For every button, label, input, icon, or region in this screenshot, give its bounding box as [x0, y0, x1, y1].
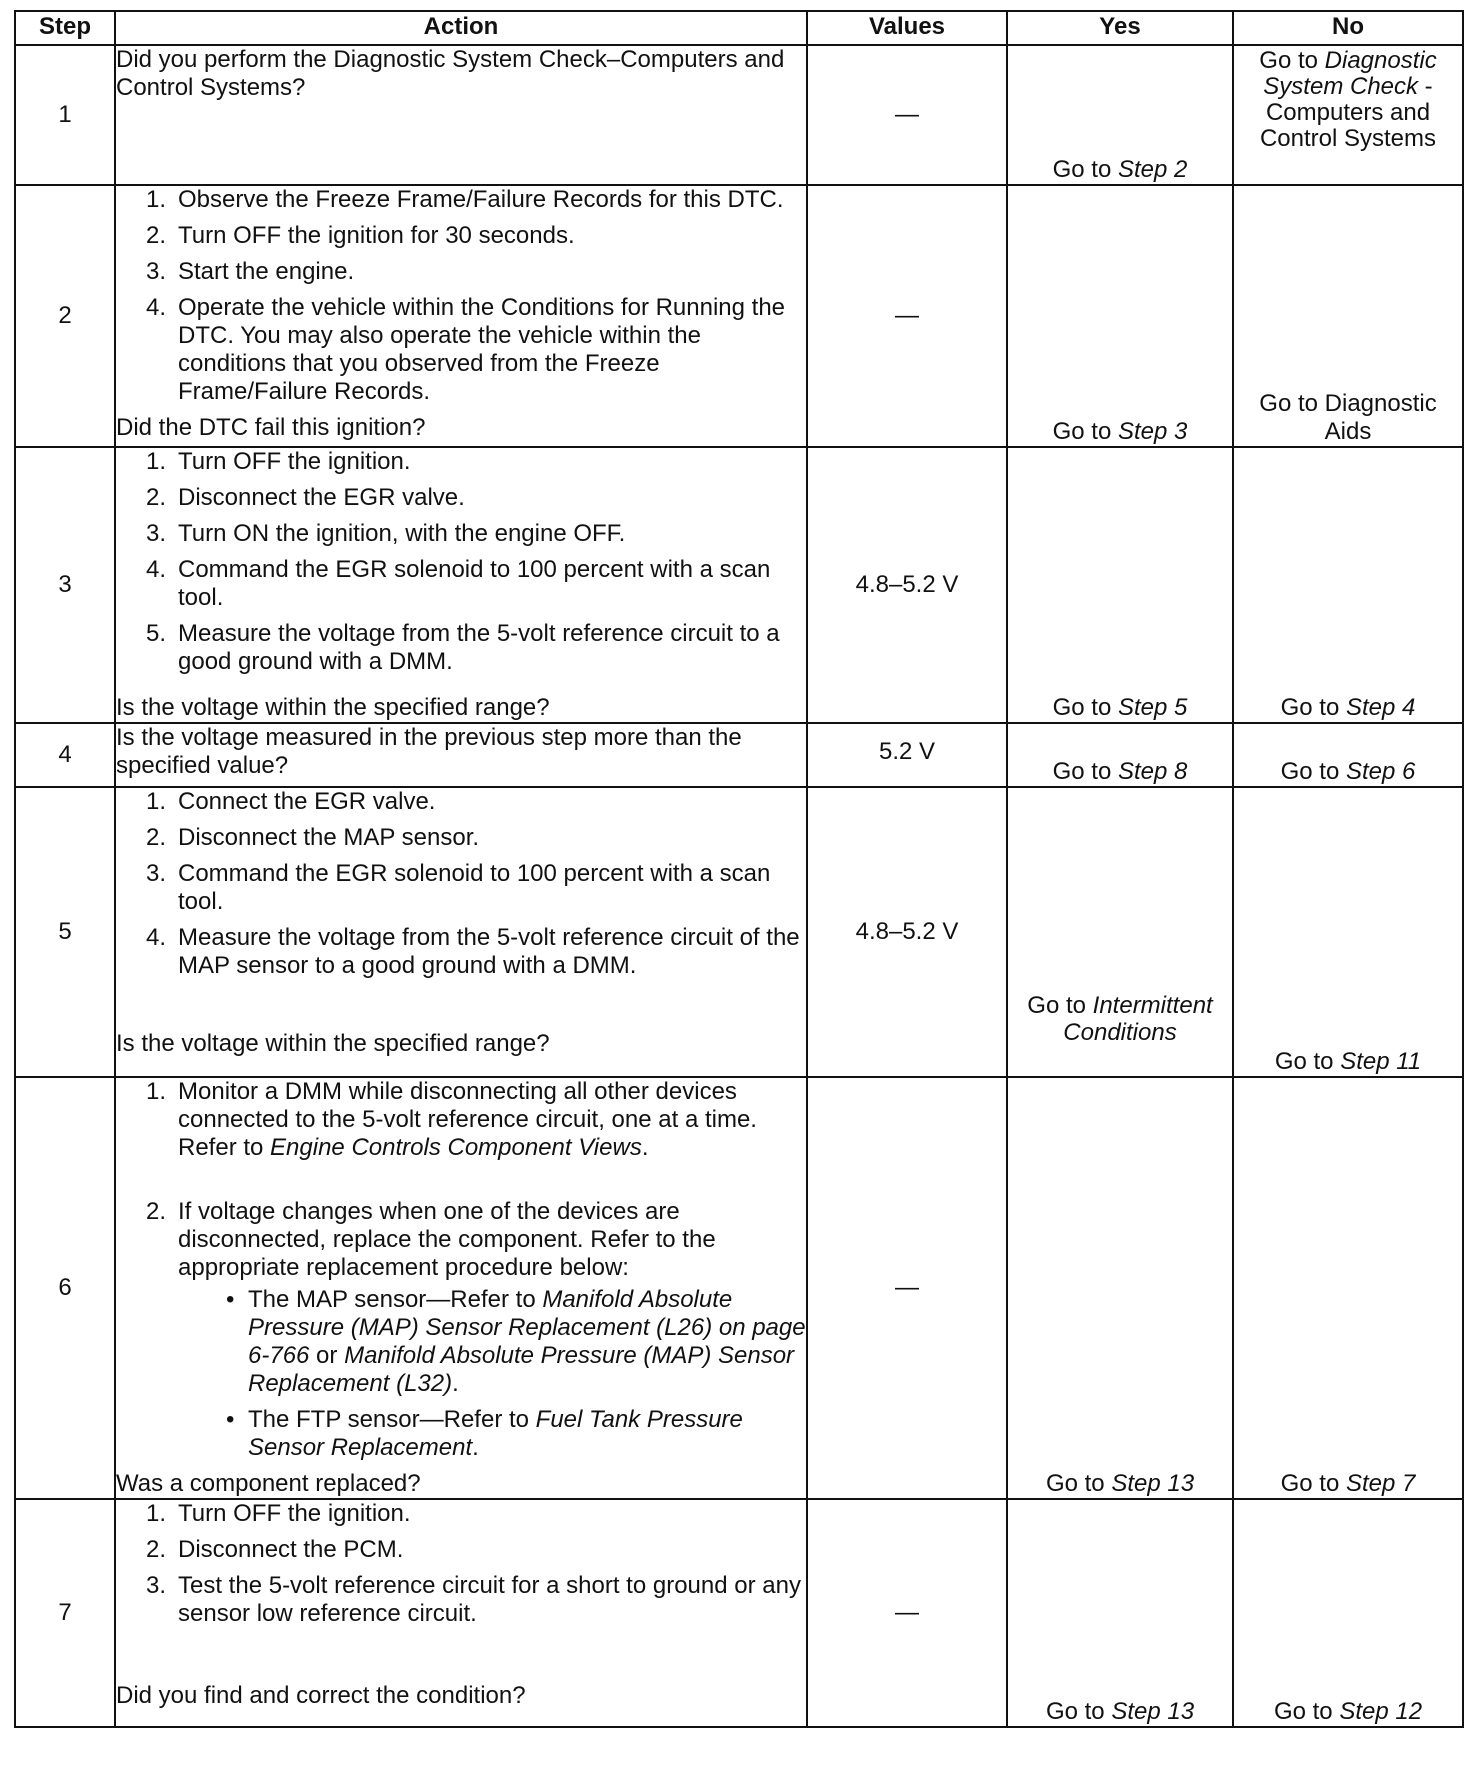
action-cell — [115, 447, 807, 723]
no-link[interactable]: Step 4 — [1345, 694, 1416, 721]
step-number: 4 — [15, 723, 115, 787]
action-step: 2. If voltage changes when one of the devices are disconnected, replace the component. Refer to the appropriate replacement procedure below: • The MAP sensor—Refer to Manifold Absolute Pressure (MAP) Sensor Replacement (L26) on page 6-766 or Manifold Absolute Pressure (MAP) Sensor Replacement (L32). • The FTP sensor—Refer to Fuel Tank Pressure Sensor Replacement. — [146, 1198, 806, 1462]
action-step: 2. Disconnect the PCM. — [146, 1536, 404, 1563]
action-step: 1. Connect the EGR valve. — [146, 788, 436, 815]
yes-cell: Go to Intermittent Conditions — [1007, 787, 1233, 1077]
table-row — [15, 185, 1463, 447]
map-l26-link[interactable]: Manifold Absolute Pressure (MAP) Sensor Replacement (L26) on page 6-766 — [248, 1286, 806, 1369]
component-views-link[interactable]: Engine Controls Component Views — [270, 1134, 642, 1161]
no-cell: Go to Step 4 — [1233, 447, 1463, 723]
values-cell: — — [807, 45, 1007, 185]
no-suffix: - Computers and Control Systems — [1259, 73, 1437, 152]
action-steps — [116, 186, 806, 406]
action-step: 1. Turn OFF the ignition. — [146, 1500, 411, 1527]
yes-cell: Go to Step 13 — [1007, 1499, 1233, 1727]
no-cell: Go to Step 7 — [1233, 1077, 1463, 1499]
no-link[interactable]: Step 11 — [1340, 1048, 1422, 1075]
yes-cell: Go to Step 3 — [1007, 185, 1233, 447]
action-step: 3. Test the 5-volt reference circuit for a short to ground or any sensor low reference circuit. — [146, 1572, 801, 1627]
no-cell[interactable]: Go to Diagnostic Aids — [1233, 185, 1463, 447]
no-cell — [1233, 45, 1463, 185]
header-row — [15, 11, 1463, 45]
no-link[interactable]: Step 12 — [1339, 1698, 1423, 1725]
no-prefix: Go to — [1259, 47, 1325, 74]
action-step: 1. Observe the Freeze Frame/Failure Records for this DTC. — [146, 186, 784, 213]
table-row — [15, 447, 1463, 723]
values-cell: — — [807, 1077, 1007, 1499]
action-question: Is the voltage within the specified range? — [116, 1030, 550, 1057]
yes-link[interactable]: Intermittent Conditions — [1063, 992, 1213, 1046]
yes-prefix: Go to — [1052, 156, 1118, 183]
action-cell — [115, 1499, 807, 1727]
action-step: 2. Disconnect the MAP sensor. — [146, 824, 480, 851]
header-values: Values — [807, 11, 1007, 45]
action-step: 3. Start the engine. — [146, 258, 355, 285]
yes-link[interactable]: Step 13 — [1111, 1698, 1195, 1725]
action-step: 5. Measure the voltage from the 5-volt reference circuit to a good ground with a DMM. — [146, 620, 780, 675]
header-action: Action — [115, 11, 807, 45]
action-steps — [116, 1500, 806, 1628]
step-number: 5 — [15, 787, 115, 1077]
step-number: 3 — [15, 447, 115, 723]
table-row — [15, 1499, 1463, 1727]
action-cell — [115, 185, 807, 447]
action-question: Did the DTC fail this ignition? — [116, 414, 426, 441]
table-row — [15, 1077, 1463, 1499]
action-step: 2. Disconnect the EGR valve. — [146, 484, 465, 511]
action-cell — [115, 45, 807, 185]
action-step: 4. Measure the voltage from the 5-volt reference circuit of the MAP sensor to a good ground with a DMM. — [146, 924, 800, 979]
yes-link[interactable]: Step 2 — [1117, 156, 1188, 183]
action-steps — [116, 448, 806, 676]
action-cell — [115, 723, 807, 787]
values-cell: — — [807, 1499, 1007, 1727]
action-step: 3. Turn ON the ignition, with the engine OFF. — [146, 520, 626, 547]
action-steps — [116, 1078, 806, 1462]
yes-link[interactable]: Step 5 — [1117, 694, 1188, 721]
yes-link[interactable]: Step 8 — [1117, 758, 1188, 785]
table-row — [15, 45, 1463, 185]
yes-link[interactable]: Step 3 — [1117, 418, 1188, 445]
yes-cell: Go to Step 13 — [1007, 1077, 1233, 1499]
action-step: 1. Monitor a DMM while disconnecting all other devices connected to the 5-volt reference circuit, one at a time. Refer to Engine Controls Component Views. — [146, 1078, 757, 1161]
no-cell: Go to Step 12 — [1233, 1499, 1463, 1727]
action-step: 1. Turn OFF the ignition. — [146, 448, 411, 475]
header-yes: Yes — [1007, 11, 1233, 45]
header-no: No — [1233, 11, 1463, 45]
table-row — [15, 723, 1463, 787]
list-item: • The MAP sensor—Refer to Manifold Absolute Pressure (MAP) Sensor Replacement (L26) on page 6-766 or Manifold Absolute Pressure (MAP) Sensor Replacement (L32). — [210, 1286, 806, 1398]
no-cell: Go to Step 6 — [1233, 723, 1463, 787]
values-cell: 4.8–5.2 V — [807, 447, 1007, 723]
step-number: 6 — [15, 1077, 115, 1499]
yes-cell: Go to Step 5 — [1007, 447, 1233, 723]
action-question: Did you find and correct the condition? — [116, 1682, 526, 1709]
step-number: 2 — [15, 185, 115, 447]
map-l32-link[interactable]: Manifold Absolute Pressure (MAP) Sensor Replacement (L32) — [248, 1342, 795, 1397]
action-question: Is the voltage within the specified range? — [116, 694, 550, 721]
action-steps — [116, 788, 806, 980]
values-cell: 5.2 V — [807, 723, 1007, 787]
ftp-link[interactable]: Fuel Tank Pressure Sensor Replacement — [248, 1406, 743, 1461]
action-step: 2. Turn OFF the ignition for 30 seconds. — [146, 222, 575, 249]
action-step: 3. Command the EGR solenoid to 100 percent with a scan tool. — [146, 860, 771, 915]
yes-cell: Go to Step 8 — [1007, 723, 1233, 787]
no-link[interactable]: Diagnostic System Check — [1263, 47, 1437, 100]
table-row — [15, 787, 1463, 1077]
replacement-list — [178, 1286, 806, 1462]
header-step: Step — [15, 11, 115, 45]
step-number: 7 — [15, 1499, 115, 1727]
no-link[interactable]: Step 7 — [1345, 1470, 1416, 1497]
action-text: Is the voltage measured in the previous step more than the specified value? — [116, 724, 742, 779]
list-item: • The FTP sensor—Refer to Fuel Tank Pressure Sensor Replacement. — [210, 1406, 806, 1462]
action-cell — [115, 787, 807, 1077]
diagnostic-table — [14, 10, 1464, 1728]
no-cell: Go to Step 11 — [1233, 787, 1463, 1077]
step-number: 1 — [15, 45, 115, 185]
action-step: 4. Operate the vehicle within the Conditions for Running the DTC. You may also operate the vehicle within the conditions that you observed from the Freeze Frame/Failure Records. — [146, 294, 786, 405]
action-cell — [115, 1077, 807, 1499]
values-cell: — — [807, 185, 1007, 447]
yes-cell — [1007, 45, 1233, 185]
action-step: 4. Command the EGR solenoid to 100 percent with a scan tool. — [146, 556, 771, 611]
no-link[interactable]: Step 6 — [1345, 758, 1416, 785]
yes-link[interactable]: Step 13 — [1111, 1470, 1195, 1497]
action-question: Was a component replaced? — [116, 1470, 421, 1497]
action-text: Did you perform the Diagnostic System Check–Computers and Control Systems? — [116, 46, 785, 101]
values-cell: 4.8–5.2 V — [807, 787, 1007, 1077]
